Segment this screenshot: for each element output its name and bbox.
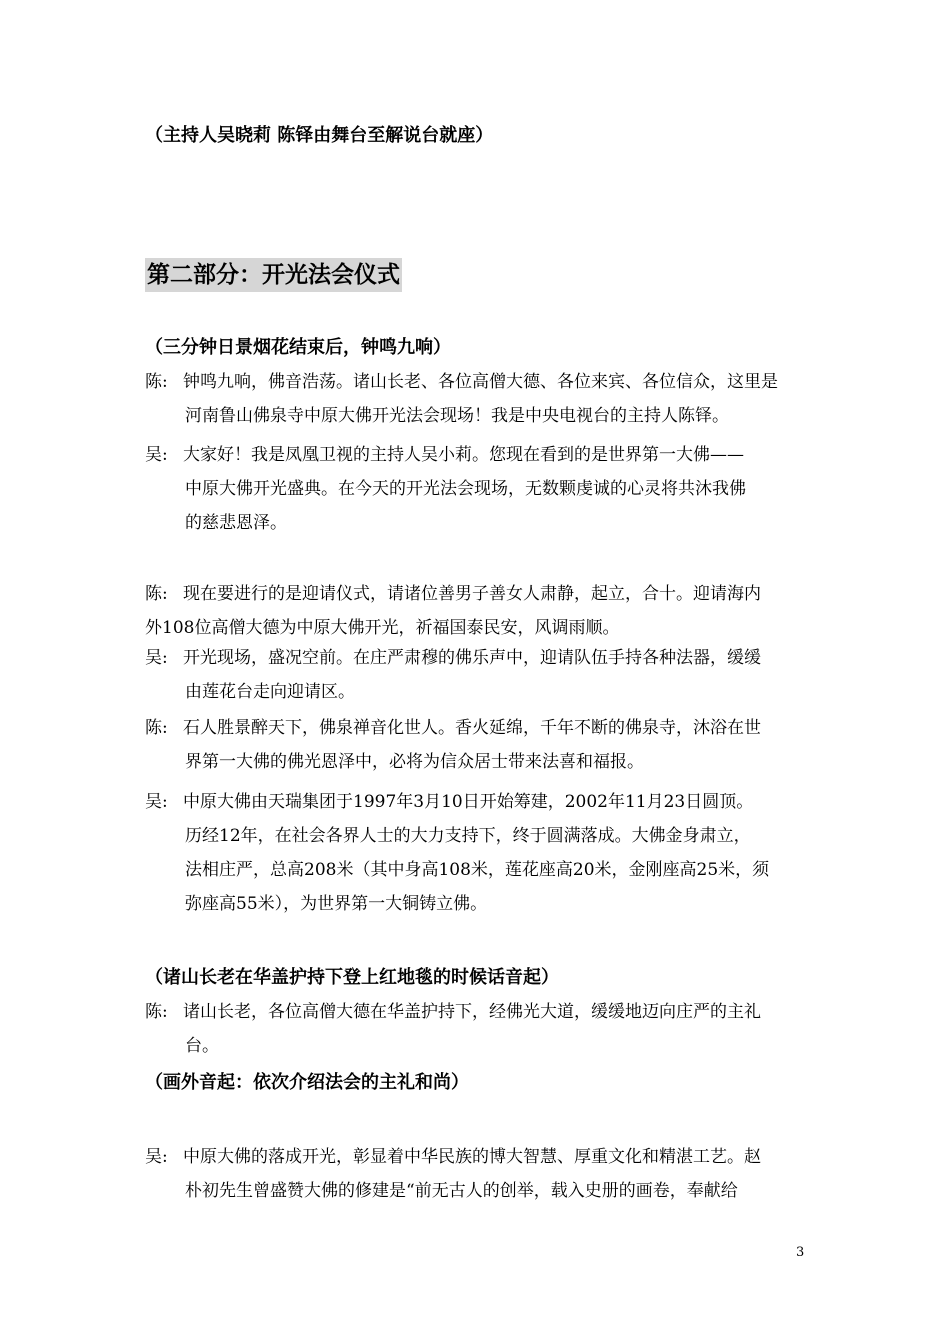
- speech-line: 朴初先生曾盛赞大佛的修建是“前无古人的创举，载入史册的画卷，奉献给: [185, 1181, 738, 1201]
- page-number: 3: [796, 1245, 805, 1260]
- speech-line: 大家好！我是凤凰卫视的主持人吴小莉。您现在看到的是世界第一大佛——: [183, 445, 744, 465]
- speech-line: 开光现场，盛况空前。在庄严肃穆的佛乐声中，迎请队伍手持各种法器，缓缓: [183, 648, 761, 668]
- speech-paragraph: [145, 577, 817, 645]
- speech-line: 历经12年，在社会各界人士的大力支持下，终于圆满落成。大佛金身肃立，: [185, 826, 751, 846]
- section-heading: 第二部分：开光法会仪式: [145, 258, 402, 292]
- speaker-label: 吴:: [145, 445, 168, 465]
- speech-line: 钟鸣九响，佛音浩荡。诸山长老、各位高僧大德、各位来宾、各位信众，这里是: [183, 372, 778, 392]
- speech-line: 中原大佛由天瑞集团于1997年3月10日开始筹建，2002年11月23日圆顶。: [183, 792, 754, 812]
- speaker-label: 吴:: [145, 792, 168, 812]
- speech-line: 中原大佛的落成开光，彰显着中华民族的博大智慧、厚重文化和精湛工艺。赵: [183, 1147, 761, 1167]
- speaker-label: 吴:: [145, 1147, 168, 1167]
- speech-paragraph: [145, 785, 817, 921]
- speech-line: 弥座高55米），为世界第一大铜铸立佛。: [185, 894, 488, 914]
- speaker-label: 陈:: [145, 1002, 168, 1022]
- speaker-label: 陈:: [145, 718, 168, 738]
- speech-line: 法相庄严，总高208米（其中身高108米，莲花座高20米，金刚座高25米，须: [185, 860, 770, 880]
- speech-line: 石人胜景醉天下，佛泉禅音化世人。香火延绵，千年不断的佛泉寺，沐浴在世: [183, 718, 761, 738]
- speech-line: 的慈悲恩泽。: [185, 513, 287, 533]
- speech-paragraph: [145, 641, 817, 709]
- speech-line: 河南鲁山佛泉寺中原大佛开光法会现场！我是中央电视台的主持人陈铎。: [185, 406, 729, 426]
- speech-line: 台。: [185, 1036, 219, 1056]
- speech-line: 由莲花台走向迎请区。: [185, 682, 355, 702]
- stage-direction-hosts-seated: （主持人吴晓莉 陈铎由舞台至解说台就座）: [145, 125, 494, 146]
- stage-direction-voiceover: （画外音起：依次介绍法会的主礼和尚）: [145, 1072, 469, 1093]
- speech-paragraph: [145, 711, 817, 779]
- speech-paragraph: [145, 995, 817, 1063]
- speech-line: 诸山长老，各位高僧大德在华盖护持下，经佛光大道，缓缓地迈向庄严的主礼: [183, 1002, 761, 1022]
- speech-paragraph: [145, 438, 817, 540]
- speaker-label: 陈:: [145, 372, 168, 392]
- speech-line: 现在要进行的是迎请仪式，请诸位善男子善女人肃静，起立，合十。迎请海内: [183, 584, 761, 604]
- stage-direction-elders-red-carpet: （诸山长老在华盖护持下登上红地毯的时候话音起）: [145, 967, 559, 988]
- speech-paragraph: [145, 1140, 817, 1208]
- stage-direction-fireworks-bell: （三分钟日景烟花结束后，钟鸣九响）: [145, 337, 451, 358]
- speech-line: 中原大佛开光盛典。在今天的开光法会现场，无数颗虔诚的心灵将共沐我佛: [185, 479, 746, 499]
- speech-line: 界第一大佛的佛光恩泽中，必将为信众居士带来法喜和福报。: [185, 752, 644, 772]
- speech-line: 外108位高僧大德为中原大佛开光，祈福国泰民安，风调雨顺。: [145, 618, 620, 638]
- speech-paragraph: [145, 365, 817, 433]
- speaker-label: 吴:: [145, 648, 168, 668]
- speaker-label: 陈:: [145, 584, 168, 604]
